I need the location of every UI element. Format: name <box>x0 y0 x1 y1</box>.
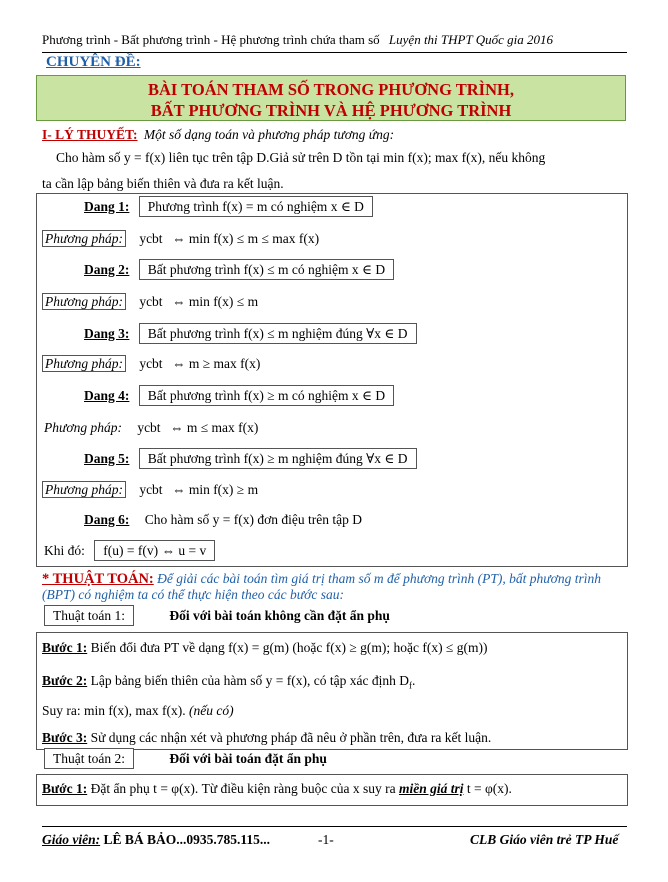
step-2-sub: f <box>408 680 412 691</box>
method-3-label: Phương pháp: <box>42 355 126 372</box>
method-5-ycbt: ycbt <box>139 482 163 497</box>
dang-1-label: Dang 1: <box>84 199 130 214</box>
algorithm-2-title: Đối với bài toán đặt ẩn phụ <box>169 751 327 766</box>
method-5 <box>42 482 258 498</box>
dang-2 <box>84 262 394 278</box>
footer-page-number: -1- <box>318 832 334 847</box>
algorithm-desc: Để giải các bài toán tìm giá trị tham số m để phương trình (PT), bất phương trình (BPT) có nghiệm ta có thể thực hiện theo các bước sau: <box>42 571 601 602</box>
suy-ra-text: Suy ra: min f(x), max f(x). <box>42 703 186 718</box>
method-2-label: Phương pháp: <box>42 293 126 310</box>
dang-1-statement: Phương trình f(x) = m có nghiệm x ∈ D <box>139 196 373 217</box>
algorithm-1-label: Thuật toán 1: <box>44 605 134 626</box>
step-1-text: Biến đổi đưa PT về dạng f(x) = g(m) (hoặc f(x) ≥ g(m); hoặc f(x) ≤ g(m)) <box>90 640 488 655</box>
dang-6-statement: Cho hàm số y = f(x) đơn điệu trên tập D <box>144 512 362 527</box>
step-1-label: Bước 1: <box>42 640 88 655</box>
method-2 <box>42 294 258 310</box>
method-2-formula: ⇔ min f(x) ≤ m <box>171 294 259 309</box>
dang-2-statement: Bất phương trình f(x) ≤ m có nghiệm x ∈ D <box>139 259 394 280</box>
header-left: Phương trình - Bất phương trình - Hệ phương trình chứa tham số <box>42 32 380 47</box>
algorithm-title: * THUẬT TOÁN: <box>42 571 154 587</box>
dang-5-label: Dang 5: <box>84 451 130 466</box>
step-1 <box>42 640 487 656</box>
banner-line-1: BÀI TOÁN THAM SỐ TRONG PHƯƠNG TRÌNH, <box>148 80 514 99</box>
dang-4-label: Dang 4: <box>84 388 130 403</box>
dang-6 <box>84 512 362 528</box>
section-theory-title: I- LÝ THUYẾT: <box>42 127 138 142</box>
method-1-label: Phương pháp: <box>42 230 126 247</box>
method-1-formula: ⇔ min f(x) ≤ m ≤ max f(x) <box>171 231 320 246</box>
footer-divider <box>42 826 627 827</box>
algorithm-intro <box>42 571 628 603</box>
khi-do-label: Khi đó: <box>44 543 85 558</box>
method-5-formula: ⇔ min f(x) ≥ m <box>171 482 259 497</box>
step-1b-end: t = φ(x). <box>466 781 512 796</box>
khi-do-formula: f(u) = f(v) ⇔ u = v <box>94 540 215 561</box>
footer-club: CLB Giáo viên trẻ TP Huế <box>470 832 619 847</box>
intro-line-2: ta cần lập bảng biến thiên và đưa ra kết luận. <box>42 176 284 191</box>
dang-3-label: Dang 3: <box>84 326 130 341</box>
dang-4 <box>84 388 394 404</box>
dang-3 <box>84 326 417 342</box>
page-header <box>42 32 627 48</box>
suy-ra-row <box>42 703 234 719</box>
method-4-label: Phương pháp: <box>44 420 122 435</box>
method-1-ycbt: ycbt <box>139 231 163 246</box>
dang-1 <box>84 199 373 215</box>
footer-teacher-name: LÊ BÁ BẢO...0935.785.115... <box>103 832 271 847</box>
dang-5-statement: Bất phương trình f(x) ≥ m nghiệm đúng ∀x ∈ D <box>139 448 417 469</box>
step-2-text: Lập bảng biến thiên của hàm số y = f(x), có tập xác định D <box>90 673 409 688</box>
header-right: Luyện thi THPT Quốc gia 2016 <box>388 32 553 47</box>
method-3 <box>42 356 260 372</box>
method-4 <box>42 420 258 436</box>
method-4-formula: ⇔ m ≤ max f(x) <box>169 420 259 435</box>
method-3-ycbt: ycbt <box>139 356 163 371</box>
neu-co-text: (nếu có) <box>188 703 234 718</box>
dang-2-label: Dang 2: <box>84 262 130 277</box>
chuyen-de-heading: CHUYÊN ĐỀ: <box>46 54 141 70</box>
footer-teacher-label: Giáo viên: <box>42 832 101 847</box>
method-3-formula: ⇔ m ≥ max f(x) <box>171 356 261 371</box>
method-4-ycbt: ycbt <box>137 420 161 435</box>
method-2-ycbt: ycbt <box>139 294 163 309</box>
forms-box <box>36 193 628 567</box>
banner-line-2: BẤT PHƯƠNG TRÌNH VÀ HỆ PHƯƠNG TRÌNH <box>150 101 512 120</box>
step-3-text: Sử dụng các nhận xét và phương pháp đã nêu ở phần trên, đưa ra kết luận. <box>90 730 492 745</box>
step-1b <box>42 781 512 797</box>
step-2-label: Bước 2: <box>42 673 88 688</box>
section-theory-subtitle: Một số dạng toán và phương pháp tương ứng: <box>143 127 395 142</box>
algorithm-2-heading <box>44 751 327 767</box>
dang-6-label: Dang 6: <box>84 512 130 527</box>
title-banner <box>36 75 626 121</box>
step-1b-label: Bước 1: <box>42 781 88 796</box>
step-2: Bước 2: Lập bảng biến thiên của hàm số y = f(x), có tập xác định $D_f$. <box>42 673 416 691</box>
step-1b-bold: miền giá trị <box>398 781 464 796</box>
dang-4-statement: Bất phương trình f(x) ≥ m có nghiệm x ∈ D <box>139 385 394 406</box>
section-theory-heading <box>42 127 394 143</box>
step-3 <box>42 730 491 746</box>
method-1 <box>42 231 319 247</box>
dang-5 <box>84 451 417 467</box>
khi-do-row <box>44 543 215 559</box>
footer-teacher <box>42 832 270 848</box>
step-3-label: Bước 3: <box>42 730 88 745</box>
dang-3-statement: Bất phương trình f(x) ≤ m nghiệm đúng ∀x ∈ D <box>139 323 417 344</box>
method-5-label: Phương pháp: <box>42 481 126 498</box>
algorithm-1-title: Đối với bài toán không cần đặt ẩn phụ <box>169 608 390 623</box>
step-1b-text: Đặt ẩn phụ t = φ(x). Từ điều kiện ràng buộc của x suy ra <box>90 781 396 796</box>
algorithm-2-label: Thuật toán 2: <box>44 748 134 769</box>
header-divider <box>42 52 627 53</box>
algorithm-1-heading <box>44 608 390 624</box>
intro-line-1: Cho hàm số y = f(x) liên tục trên tập D.Giả sử trên D tồn tại min f(x); max f(x), nếu không <box>56 150 546 165</box>
